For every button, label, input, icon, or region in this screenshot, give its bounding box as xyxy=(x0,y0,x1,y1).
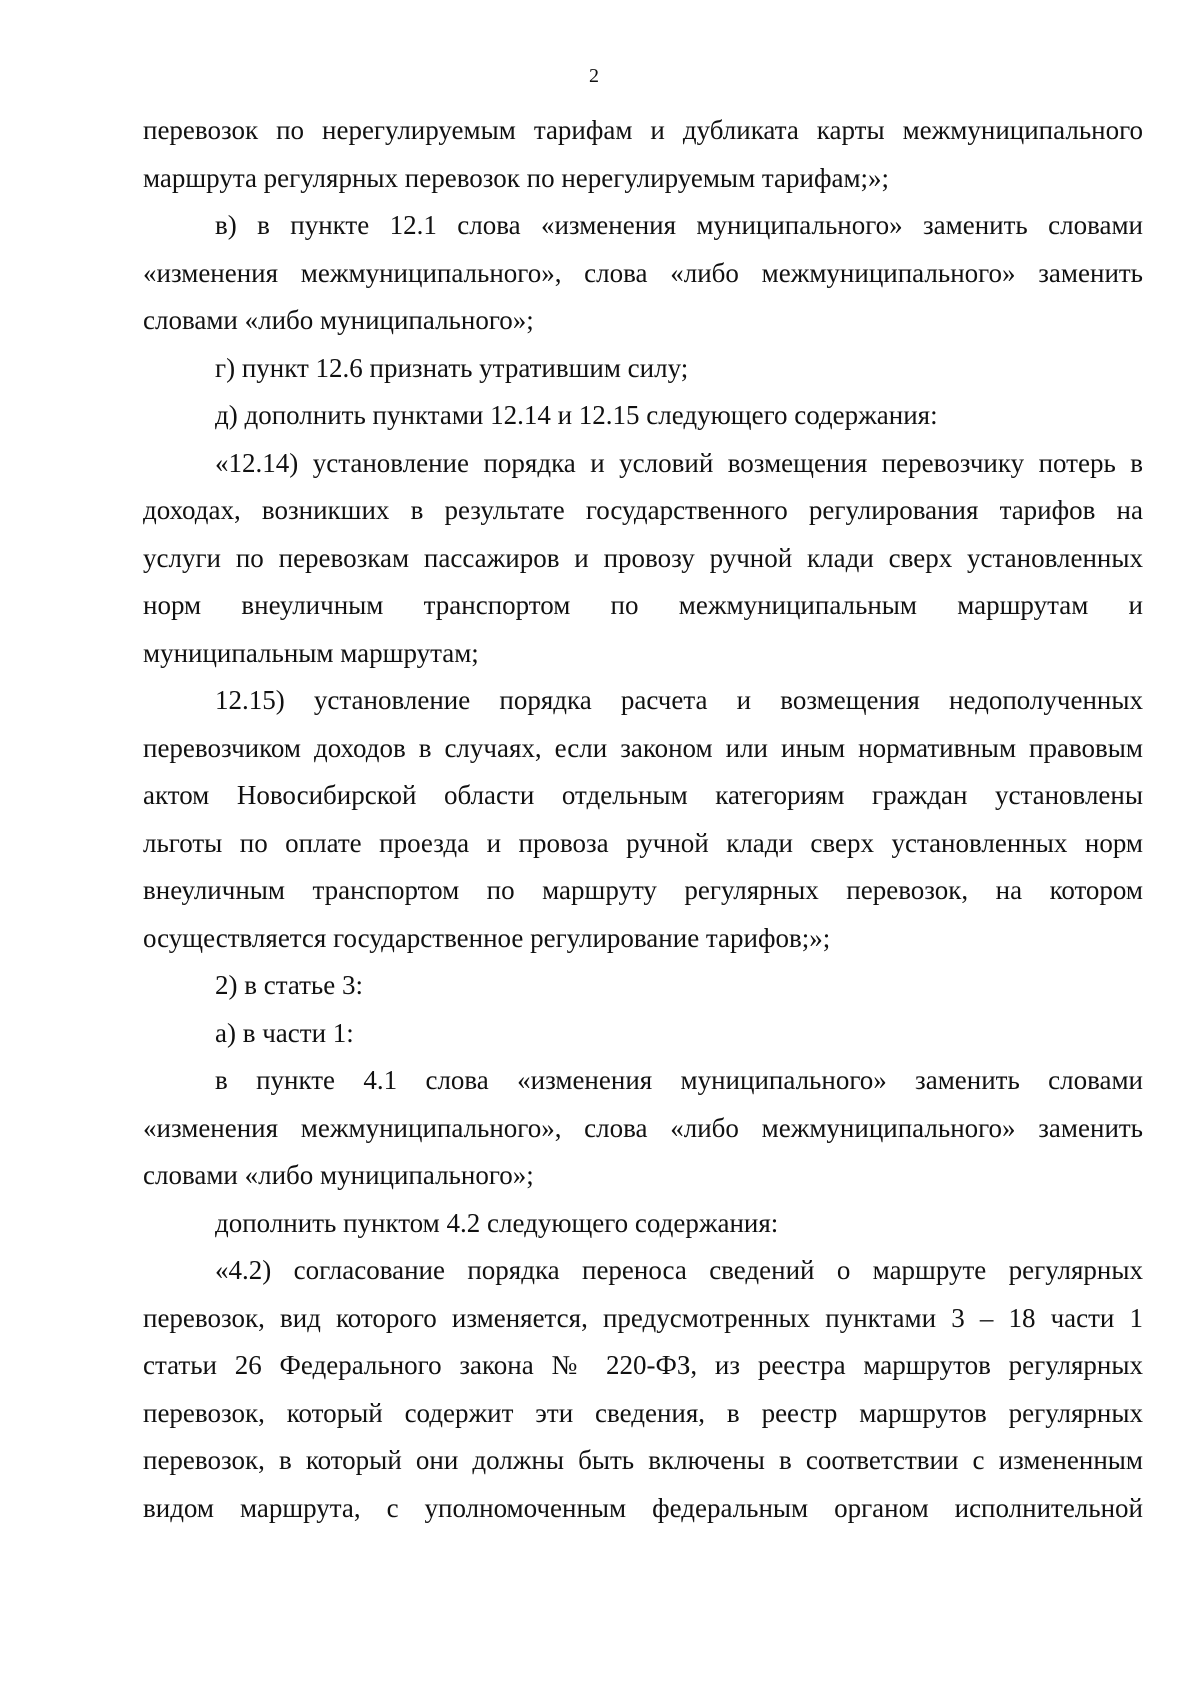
text-line: норм внеуличным транспортом по межмуниципальным маршрутам и xyxy=(143,590,1143,620)
document-body xyxy=(143,107,1143,1532)
text-line: «изменения межмуниципального», слова «либо межмуниципального» заменить xyxy=(143,257,1143,288)
text-line: статьи 26 Федерального закона № 220-ФЗ, из реестра маршрутов регулярных xyxy=(143,1350,1143,1380)
text-line: «4.2) согласование порядка переноса сведений о маршруте регулярных xyxy=(215,1255,1143,1285)
text-line: «12.14) установление порядка и условий возмещения перевозчику потерь в xyxy=(215,447,1143,478)
text-line: словами «либо муниципального»; xyxy=(143,1160,534,1190)
text-line: перевозок, вид которого изменяется, предусмотренных пунктами 3 – 18 части 1 xyxy=(143,1302,1143,1333)
text-line: маршрута регулярных перевозок по нерегулируемым тарифам;»; xyxy=(143,162,890,193)
text-line: перевозок, который содержит эти сведения, в реестр маршрутов регулярных xyxy=(143,1397,1143,1428)
text-line: услуги по перевозкам пассажиров и провозу ручной клади сверх установленных xyxy=(143,542,1143,573)
page-number: 2 xyxy=(589,65,599,87)
text-line: а) в части 1: xyxy=(215,1017,354,1048)
text-line: г) пункт 12.6 признать утратившим силу; xyxy=(215,352,689,383)
text-line: перевозок по нерегулируемым тарифам и дубликата карты межмуниципального xyxy=(143,115,1143,145)
text-line: словами «либо муниципального»; xyxy=(143,305,534,335)
text-line: доходах, возникших в результате государственного регулирования тарифов на xyxy=(143,495,1143,525)
text-line: перевозок, в который они должны быть включены в соответствии с измененным xyxy=(143,1445,1143,1475)
text-line: в) в пункте 12.1 слова «изменения муниципального» заменить словами xyxy=(215,210,1143,240)
text-line: льготы по оплате проезда и провоза ручной клади сверх установленных норм xyxy=(143,827,1143,858)
text-line: актом Новосибирской области отдельным категориям граждан установлены xyxy=(143,780,1143,810)
text-line: в пункте 4.1 слова «изменения муниципального» заменить словами xyxy=(215,1065,1143,1095)
text-line: 2) в статье 3: xyxy=(215,970,363,1000)
text-line: д) дополнить пунктами 12.14 и 12.15 следующего содержания: xyxy=(215,400,938,430)
text-line: 12.15) установление порядка расчета и возмещения недополученных xyxy=(215,685,1143,715)
text-line: дополнить пунктом 4.2 следующего содержания: xyxy=(215,1207,779,1238)
text-line: внеуличным транспортом по маршруту регулярных перевозок, на котором xyxy=(143,875,1143,905)
text-line: «изменения межмуниципального», слова «либо межмуниципального» заменить xyxy=(143,1112,1143,1143)
text-line: муниципальным маршрутам; xyxy=(143,637,479,668)
text-line: видом маршрута, с уполномоченным федеральным органом исполнительной xyxy=(143,1492,1143,1523)
text-line: перевозчиком доходов в случаях, если законом или иным нормативным правовым xyxy=(143,732,1143,763)
text-line: осуществляется государственное регулирование тарифов;»; xyxy=(143,922,831,953)
